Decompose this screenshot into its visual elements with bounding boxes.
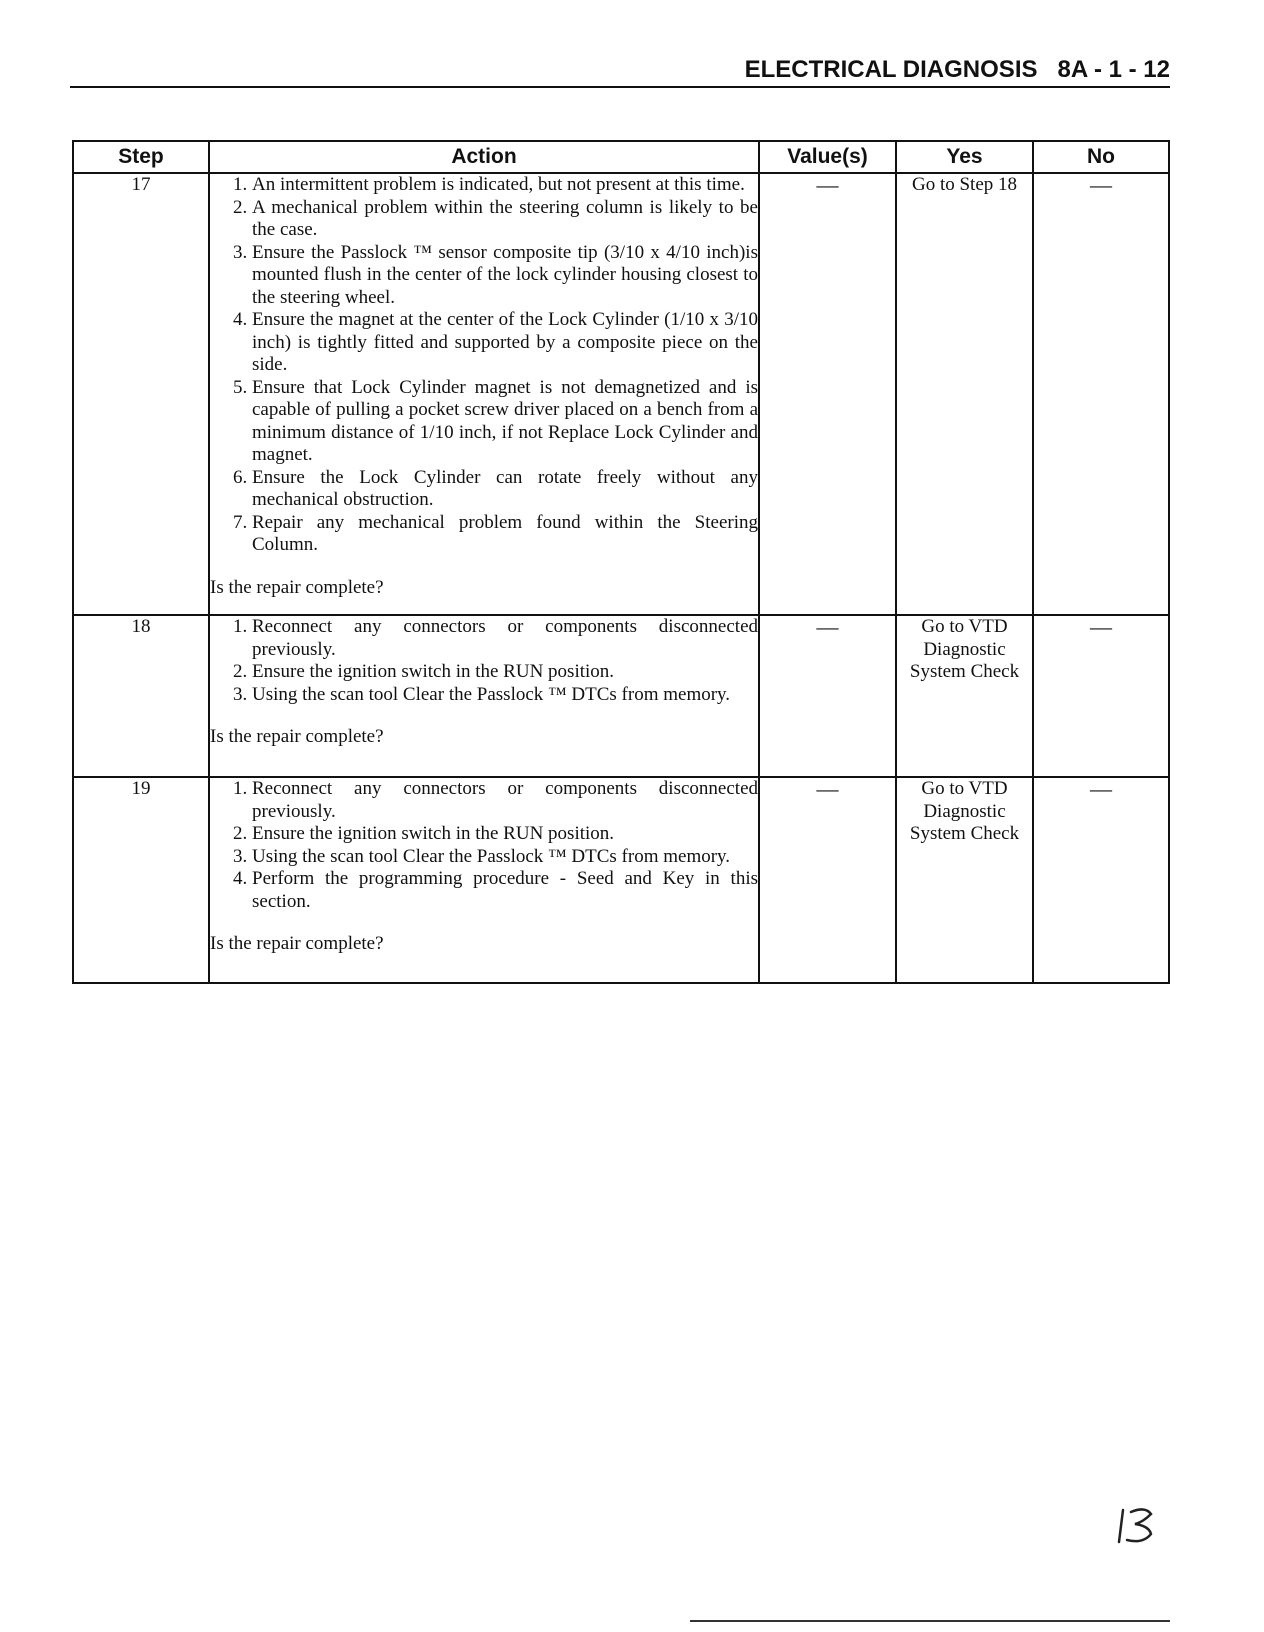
action-item: 2. Ensure the ignition switch in the RUN position.	[252, 823, 758, 846]
yes-cell: Go to Step 18	[896, 173, 1033, 615]
action-item: 1. An intermittent problem is indicated, but not present at this time.	[252, 174, 758, 197]
action-item: 7. Repair any mechanical problem found within the Steering Column.	[252, 512, 758, 557]
action-item: 2. A mechanical problem within the steering column is likely to be the case.	[252, 197, 758, 242]
page-code: 8A - 1 - 12	[1057, 56, 1170, 83]
table-header-row	[73, 141, 1169, 173]
section-title: ELECTRICAL DIAGNOSIS	[744, 56, 1038, 83]
no-cell: —	[1033, 173, 1169, 615]
action-list	[210, 616, 758, 706]
step-number: 17	[73, 173, 209, 615]
step-number: 18	[73, 615, 209, 777]
page-header	[70, 54, 1170, 88]
value-cell: —	[759, 777, 896, 983]
no-cell: —	[1033, 615, 1169, 777]
column-header-action: Action	[209, 141, 759, 173]
value-cell: —	[759, 173, 896, 615]
action-list	[210, 778, 758, 913]
table-row	[73, 777, 1169, 983]
action-item: 4. Ensure the magnet at the center of the Lock Cylinder (1/10 x 3/10 inch) is tightly fitted and supported by a composite piece on the side.	[252, 309, 758, 377]
action-item: 1. Reconnect any connectors or components disconnected previously.	[252, 778, 758, 823]
header-text	[745, 56, 1170, 84]
action-item: 3. Using the scan tool Clear the Passlock ™ DTCs from memory.	[252, 846, 758, 869]
step-number: 19	[73, 777, 209, 983]
action-cell	[209, 777, 759, 983]
column-header-values: Value(s)	[759, 141, 896, 173]
question-text: Is the repair complete?	[210, 933, 384, 954]
action-item: 1. Reconnect any connectors or components disconnected previously.	[252, 616, 758, 661]
action-cell	[209, 615, 759, 777]
diagnosis-table	[72, 140, 1170, 984]
yes-cell: Go to VTD Diagnostic System Check	[896, 777, 1033, 983]
action-item: 5. Ensure that Lock Cylinder magnet is not demagnetized and is capable of pulling a pocket screw driver placed on a bench from a minimum distance of 1/10 inch, if not Replace Lock Cylinder and magnet.	[252, 377, 758, 467]
handwritten-page-number	[1113, 1500, 1163, 1550]
action-item: 2. Ensure the ignition switch in the RUN position.	[252, 661, 758, 684]
action-item: 6. Ensure the Lock Cylinder can rotate freely without any mechanical obstruction.	[252, 467, 758, 512]
action-list	[210, 174, 758, 557]
column-header-no: No	[1033, 141, 1169, 173]
question-text: Is the repair complete?	[210, 726, 384, 747]
column-header-step: Step	[73, 141, 209, 173]
action-item: 3. Ensure the Passlock ™ sensor composite tip (3/10 x 4/10 inch)is mounted flush in the center of the lock cylinder housing closest to the steering wheel.	[252, 242, 758, 310]
value-cell: —	[759, 615, 896, 777]
table-row	[73, 615, 1169, 777]
action-item: 3. Using the scan tool Clear the Passlock ™ DTCs from memory.	[252, 684, 758, 707]
action-item: 4. Perform the programming procedure - Seed and Key in this section.	[252, 868, 758, 913]
column-header-yes: Yes	[896, 141, 1033, 173]
yes-cell: Go to VTD Diagnostic System Check	[896, 615, 1033, 777]
table-row	[73, 173, 1169, 615]
action-cell	[209, 173, 759, 615]
footer-rule	[690, 1620, 1170, 1622]
question-text: Is the repair complete?	[210, 576, 384, 598]
no-cell: —	[1033, 777, 1169, 983]
